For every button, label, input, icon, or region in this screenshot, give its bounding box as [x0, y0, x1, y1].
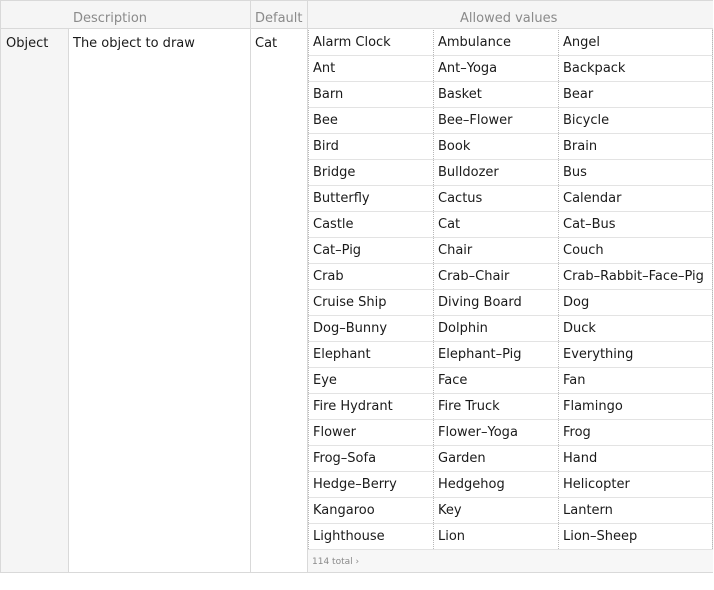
allowed-value-cell: Lion — [433, 524, 558, 549]
allowed-value-cell: Cruise Ship — [308, 290, 432, 315]
allowed-values-row — [308, 186, 713, 212]
allowed-values-row — [308, 446, 713, 472]
name-column — [1, 1, 69, 572]
allowed-value-cell: Cat — [433, 212, 558, 237]
allowed-value-cell: Chair — [433, 238, 558, 263]
allowed-value-cell: Fan — [558, 368, 713, 393]
allowed-value-cell: Ambulance — [433, 30, 558, 55]
allowed-value-cell: Castle — [308, 212, 432, 237]
allowed-value-cell: Cat–Pig — [308, 238, 432, 263]
allowed-value-cell: Hedgehog — [433, 472, 558, 497]
allowed-values-row — [308, 160, 713, 186]
allowed-value-cell: Barn — [308, 82, 432, 107]
allowed-value-cell: Dog — [558, 290, 713, 315]
allowed-value-cell: Bicycle — [558, 108, 713, 133]
header-allowed-values — [308, 1, 713, 29]
header-default-label: Default — [255, 11, 303, 26]
allowed-values-row — [308, 30, 713, 56]
allowed-value-cell: Crab–Rabbit–Face–Pig — [558, 264, 713, 289]
allowed-value-cell: Crab — [308, 264, 432, 289]
allowed-value-cell: Angel — [558, 30, 713, 55]
allowed-value-cell: Dolphin — [433, 316, 558, 341]
allowed-value-cell: Ant — [308, 56, 432, 81]
allowed-value-cell: Lighthouse — [308, 524, 432, 549]
allowed-values-row — [308, 524, 713, 550]
header-allowed-values-label: Allowed values — [460, 11, 558, 26]
allowed-values-row — [308, 134, 713, 160]
allowed-value-cell: Bulldozer — [433, 160, 558, 185]
allowed-value-cell: Bear — [558, 82, 713, 107]
allowed-value-cell: Elephant — [308, 342, 432, 367]
allowed-values-row — [308, 238, 713, 264]
allowed-value-cell: Bee — [308, 108, 432, 133]
allowed-values-row — [308, 342, 713, 368]
allowed-value-cell: Butterfly — [308, 186, 432, 211]
allowed-value-cell: Basket — [433, 82, 558, 107]
allowed-value-cell: Ant–Yoga — [433, 56, 558, 81]
allowed-values-row — [308, 82, 713, 108]
allowed-values-row — [308, 212, 713, 238]
allowed-value-cell: Couch — [558, 238, 713, 263]
allowed-value-cell: Kangaroo — [308, 498, 432, 523]
allowed-value-cell: Bee–Flower — [433, 108, 558, 133]
allowed-values-row — [308, 108, 713, 134]
header-default — [251, 1, 308, 29]
allowed-values-row — [308, 498, 713, 524]
column-divider — [250, 1, 251, 572]
allowed-value-cell: Lantern — [558, 498, 713, 523]
allowed-value-cell: Duck — [558, 316, 713, 341]
allowed-value-cell: Frog — [558, 420, 713, 445]
allowed-value-cell: Flower — [308, 420, 432, 445]
allowed-value-cell: Bird — [308, 134, 432, 159]
allowed-value-cell: Flamingo — [558, 394, 713, 419]
allowed-value-cell: Backpack — [558, 56, 713, 81]
header-name — [1, 1, 69, 29]
allowed-value-cell: Alarm Clock — [308, 30, 432, 55]
allowed-values-row — [308, 394, 713, 420]
allowed-values-row — [308, 316, 713, 342]
allowed-values-row — [308, 264, 713, 290]
total-count-link[interactable]: 114 total › — [312, 557, 360, 567]
allowed-values-row — [308, 368, 713, 394]
allowed-value-cell: Dog–Bunny — [308, 316, 432, 341]
allowed-value-cell: Calendar — [558, 186, 713, 211]
allowed-value-cell: Frog–Sofa — [308, 446, 432, 471]
row-name: Object — [6, 36, 49, 51]
allowed-value-cell: Eye — [308, 368, 432, 393]
allowed-values-row — [308, 56, 713, 82]
allowed-values-row — [308, 420, 713, 446]
allowed-value-cell: Crab–Chair — [433, 264, 558, 289]
allowed-value-cell: Hedge–Berry — [308, 472, 432, 497]
allowed-value-cell: Hand — [558, 446, 713, 471]
allowed-value-cell: Diving Board — [433, 290, 558, 315]
row-default: Cat — [255, 36, 278, 51]
allowed-value-cell: Brain — [558, 134, 713, 159]
allowed-values-row — [308, 472, 713, 498]
allowed-value-cell: Cactus — [433, 186, 558, 211]
allowed-value-cell: Bridge — [308, 160, 432, 185]
row-description: The object to draw — [73, 36, 195, 51]
allowed-value-cell: Fire Hydrant — [308, 394, 432, 419]
allowed-value-cell: Face — [433, 368, 558, 393]
allowed-value-cell: Everything — [558, 342, 713, 367]
allowed-value-cell: Lion–Sheep — [558, 524, 713, 549]
header-description — [69, 1, 251, 29]
allowed-values-row — [308, 290, 713, 316]
allowed-value-cell: Flower–Yoga — [433, 420, 558, 445]
allowed-value-cell: Key — [433, 498, 558, 523]
allowed-value-cell: Cat–Bus — [558, 212, 713, 237]
allowed-value-cell: Garden — [433, 446, 558, 471]
allowed-value-cell: Bus — [558, 160, 713, 185]
allowed-value-cell: Elephant–Pig — [433, 342, 558, 367]
allowed-values-footer — [308, 549, 713, 572]
header-description-label: Description — [73, 11, 148, 26]
allowed-value-cell: Helicopter — [558, 472, 713, 497]
allowed-value-cell: Book — [433, 134, 558, 159]
allowed-value-cell: Fire Truck — [433, 394, 558, 419]
